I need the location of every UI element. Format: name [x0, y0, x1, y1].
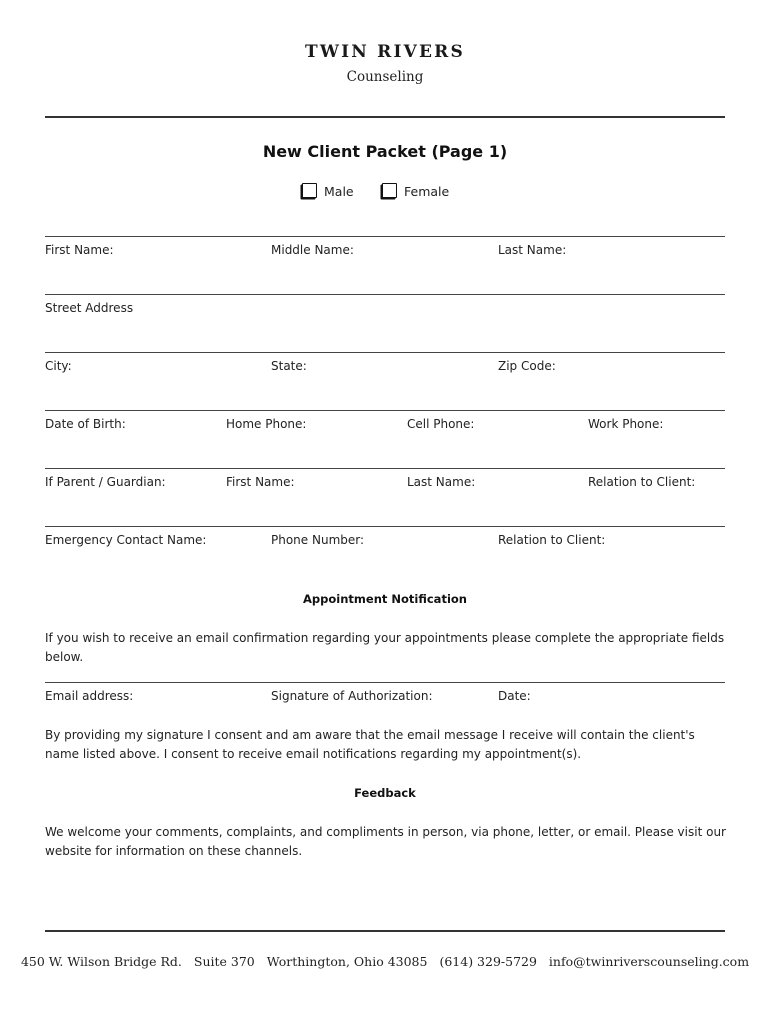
phones-row-line[interactable]: [45, 410, 725, 411]
footer-address: 450 W. Wilson Bridge Rd.: [20, 954, 182, 969]
guardian-row-line[interactable]: [45, 468, 725, 469]
feedback-text: We welcome your comments, complaints, and compliments in person, via phone, letter, or email. Please visit our website for information on these channels.: [45, 825, 726, 858]
footer: [0, 954, 770, 969]
feedback-heading: Feedback: [354, 786, 416, 800]
emergency-row-line[interactable]: [45, 526, 725, 527]
footer-email[interactable]: info@twinriverscounseling.com: [548, 954, 750, 969]
footer-city: Worthington, Ohio 43085: [266, 954, 428, 969]
female-checkbox[interactable]: [382, 183, 397, 198]
first-name-label: First Name:: [45, 243, 114, 257]
guardian-relation-label: Relation to Client:: [588, 475, 696, 489]
city-label: City:: [45, 359, 72, 373]
street-row-line[interactable]: [45, 294, 725, 295]
last-name-label: Last Name:: [498, 243, 567, 257]
location-row-line[interactable]: [45, 352, 725, 353]
signature-label: Signature of Authorization:: [271, 689, 433, 703]
appointment-intro: If you wish to receive an email confirmation regarding your appointments please complete the appropriate fields below.: [45, 631, 725, 664]
street-address-label: Street Address: [45, 301, 134, 315]
footer-divider: [45, 930, 725, 932]
footer-suite: Suite 370: [193, 954, 255, 969]
middle-name-label: Middle Name:: [271, 243, 354, 257]
brand-subtitle: Counseling: [346, 69, 424, 85]
guardian-first-name-label: First Name:: [226, 475, 295, 489]
emergency-relation-label: Relation to Client:: [498, 533, 606, 547]
work-phone-label: Work Phone:: [588, 417, 664, 431]
header-divider: [45, 116, 725, 118]
zip-code-label: Zip Code:: [498, 359, 556, 373]
guardian-last-name-label: Last Name:: [407, 475, 476, 489]
email-address-label: Email address:: [45, 689, 134, 703]
page-title: New Client Packet (Page 1): [262, 142, 508, 161]
name-row-line[interactable]: [45, 236, 725, 237]
emergency-contact-label: Emergency Contact Name:: [45, 533, 207, 547]
appointment-heading: Appointment Notification: [303, 592, 467, 606]
male-label: Male: [324, 184, 354, 199]
date-label: Date:: [498, 689, 531, 703]
state-label: State:: [271, 359, 307, 373]
email-row-line[interactable]: [45, 682, 725, 683]
footer-phone: (614) 329-5729: [439, 954, 537, 969]
emergency-phone-label: Phone Number:: [271, 533, 365, 547]
male-checkbox[interactable]: [302, 183, 317, 198]
parent-guardian-label: If Parent / Guardian:: [45, 475, 166, 489]
brand-name: TWIN RIVERS: [305, 42, 465, 62]
date-of-birth-label: Date of Birth:: [45, 417, 126, 431]
cell-phone-label: Cell Phone:: [407, 417, 475, 431]
female-label: Female: [404, 184, 450, 199]
home-phone-label: Home Phone:: [226, 417, 307, 431]
consent-text: By providing my signature I consent and am aware that the email message I receive will contain the client's name listed above. I consent to receive email notifications regarding my appointment(s).: [45, 728, 695, 761]
